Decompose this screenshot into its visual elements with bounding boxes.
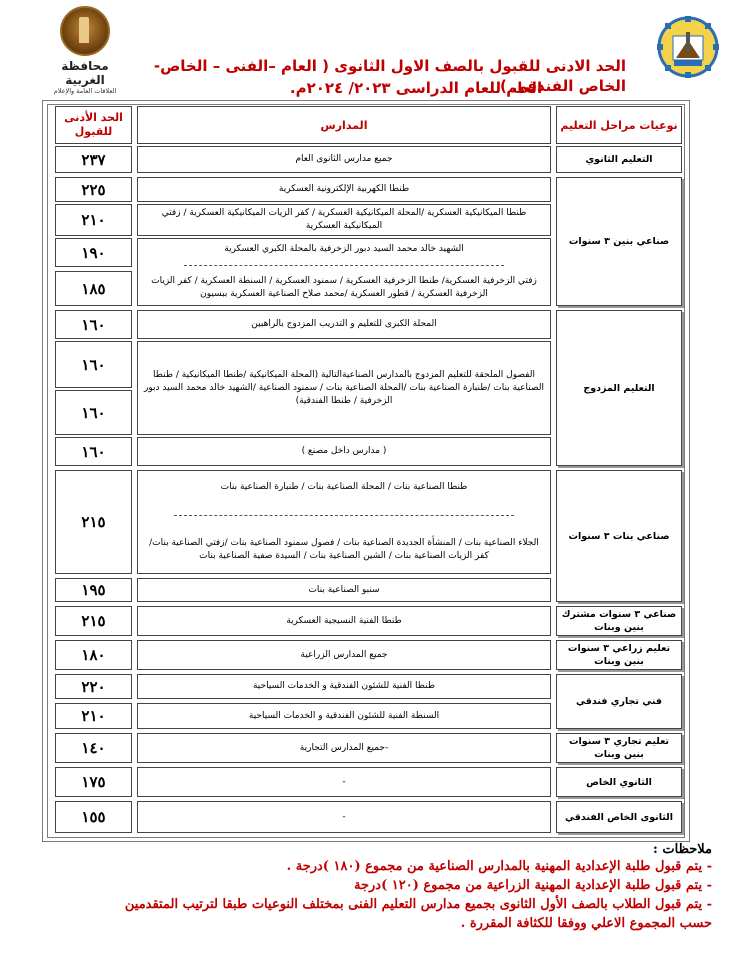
min-girls-ab: ٢١٥ (55, 470, 132, 574)
department-name: العلاقات العامة والإعلام (53, 87, 117, 95)
school-girls-c: سنبو الصناعية بنات (137, 578, 551, 602)
school-girls-a: طنطا الصناعية بنات / المحلة الصناعية بنات / طنبارة الصناعية بنات (220, 482, 468, 493)
note-line-2: - يتم قبول طلبة الإعدادية المهنية الزراعية من مجموع (١٢٠ )درجة (354, 878, 712, 893)
header-schools: المدارس (137, 106, 551, 144)
min-general: ٢٣٧ (55, 146, 132, 173)
governorate-name: محافظة الغربية (61, 59, 109, 87)
min-industrial-b: ٢١٠ (55, 204, 132, 236)
notes-section (32, 842, 712, 933)
header-min-score (55, 106, 132, 144)
type-agri: تعليم زراعي ٣ سنوات بنين وبنات (556, 640, 682, 670)
type-industrial-boys: صناعي بنين ٣ سنوات (556, 177, 682, 306)
school-agri: جميع المدارس الزراعية (137, 640, 551, 670)
min-hotel-b: ٢١٠ (55, 703, 132, 729)
min-girls-c: ١٩٥ (55, 578, 132, 602)
school-hotel-b: السنطة الفنية للشئون الفندقية و الخدمات السياحية (137, 703, 551, 729)
min-dual-b1: ١٦٠ (55, 341, 132, 388)
type-mixed: صناعي ٣ سنوات مشترك بنين وبنات (556, 606, 682, 636)
type-dual: التعليم المزدوج (556, 310, 682, 466)
min-dual-c: ١٦٠ (55, 437, 132, 466)
note-line-4: حسب المجموع الاعلي ووفقا للكثافة المقررة . (460, 916, 712, 931)
header-min-line2: للقبول (74, 125, 113, 138)
notes-heading: ملاحظات : (653, 842, 712, 857)
school-commerce: -جميع المدارس التجارية (137, 733, 551, 763)
type-private: الثانوي الخاص (556, 767, 682, 797)
school-mixed: طنطا الفنية النسيجية العسكرية (137, 606, 551, 636)
min-industrial-c: ١٩٠ (55, 238, 132, 267)
school-industrial-b: طنطا الميكانيكية العسكرية /المحلة الميكانيكية العسكرية / كفر الزيات الميكانيكية العسكرية / زفتي الميكانيكية العسكرية (137, 204, 551, 236)
type-industrial-girls: صناعي بنات ٣ سنوات (556, 470, 682, 602)
school-girls-b: الجلاء الصناعية بنات / المنشأة الجديدة الصناعية بنات / فصول سمنود الصناعية بنات /زفتي الصناعية بنات/ كفر الزيات الصناعية بنات / الشين الصناعية بنات / السيدة صفية الصناعية بنات (149, 537, 539, 561)
note-line-1: - يتم قبول طلبة الإعدادية المهنية بالمدارس الصناعية من مجموع (١٨٠ )درجة . (286, 859, 712, 874)
min-industrial-d: ١٨٥ (55, 271, 132, 306)
row-divider (174, 515, 514, 516)
note-line-3: - يتم قبول الطلاب بالصف الأول الثانوى بجميع مدارس التعليم الفنى بمختلف النوعيات طبقا لترتيب المتقدمين (124, 897, 712, 912)
type-commerce: تعليم تجاري ٣ سنوات بنين وبنات (556, 733, 682, 763)
page-subtitle: العام للعام الدراسى ٢٠٢٣/ ٢٠٢٤م. (289, 79, 543, 97)
school-dual-a: المحلة الكبرى للتعليم و التدريب المزدوج بالراهبين (137, 310, 551, 339)
school-general: جميع مدارس الثانوى العام (137, 146, 551, 173)
min-private: ١٧٥ (55, 767, 132, 797)
min-industrial-a: ٢٢٥ (55, 177, 132, 202)
min-commerce: ١٤٠ (55, 733, 132, 763)
header-type: نوعيات مراحل التعليم (556, 106, 682, 144)
school-private-hotel: - (137, 801, 551, 833)
type-general: التعليم الثانوي (556, 146, 682, 173)
school-industrial-cd (137, 238, 551, 306)
header-min-line1: الحد الأدنى (64, 111, 123, 124)
row-divider (184, 265, 504, 266)
school-industrial-c: الشهيد خالد محمد السيد دبور الزخرفية بالمحلة الكبري العسكرية (224, 244, 464, 255)
governorate-emblem (60, 6, 110, 56)
school-industrial-a: طنطا الكهربية الإلكترونية العسكرية (137, 177, 551, 202)
min-hotel-a: ٢٢٠ (55, 674, 132, 699)
min-mixed: ٢١٥ (55, 606, 132, 636)
min-dual-a: ١٦٠ (55, 310, 132, 339)
school-private: - (137, 767, 551, 797)
ministry-logo (656, 14, 720, 84)
min-dual-b2: ١٦٠ (55, 390, 132, 435)
school-industrial-d: زفتي الزخرفية العسكرية/ طنطا الزخرفية العسكرية / سمنود العسكرية / السنطة العسكرية / كفر الزيات الزخرفية العسكرية / قطور العسكرية /محمد صلاح الصناعية العسكرية ببسيون (151, 275, 537, 299)
school-hotel-a: طنطا الفنية للشئون الفندقية و الخدمات السياحية (137, 674, 551, 699)
school-dual-b: الفصول الملحقة للتعليم المزدوج بالمدارس الصناعيةالتالية (المحلة الميكانيكية /طنطا الميكانيكية / طنطا الصناعية بنات /طنبارة الصناعية بنات /المحلة الصناعية بنات / سمنود الصناعية /الشهيد خالد محمد السيد دبور الزخرفية / طنطا الفندقية) (137, 341, 551, 435)
min-private-hotel: ١٥٥ (55, 801, 132, 833)
min-agri: ١٨٠ (55, 640, 132, 670)
type-private-hotel: الثانوى الخاص الفندقي (556, 801, 682, 833)
school-dual-c: ( مدارس داخل مصنع ) (137, 437, 551, 466)
page-title: الحد الادنى للقبول بالصف الاول الثانوى ( العام –الفنى – الخاص- الخاص الفندقى ) (153, 57, 626, 95)
school-girls-ab (137, 470, 551, 574)
type-hotel: فني تجاري فندقي (556, 674, 682, 729)
